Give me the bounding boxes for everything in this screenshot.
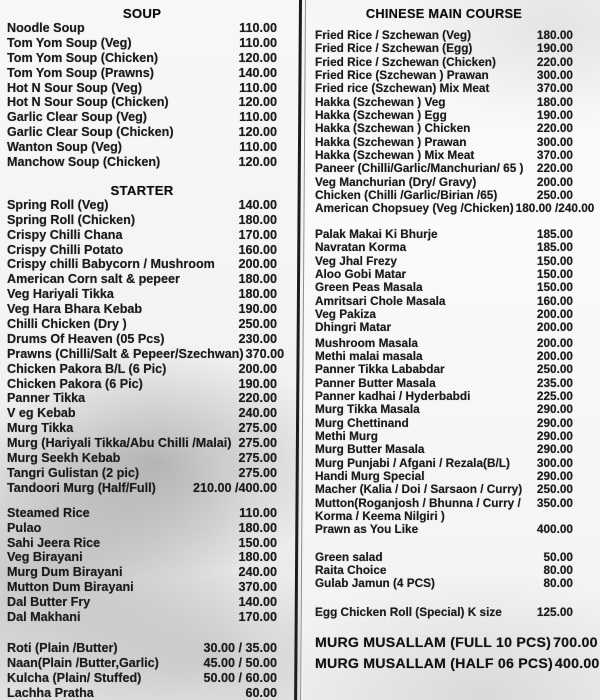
menu-item-price: 170.00 — [238, 609, 277, 624]
menu-item-row — [7, 436, 277, 451]
menu-item-price: 370.00 — [245, 346, 285, 361]
menu-item-price: 300.00 — [536, 455, 573, 470]
menu-item-name: Chicken Pakora B/L (6 Pic) — [7, 361, 167, 376]
menu-item-name: Manchow Soup (Chicken) — [7, 155, 161, 170]
menu-item-price: 140.00 — [238, 65, 277, 80]
section-breads-items — [7, 641, 277, 700]
menu-item-row — [7, 406, 277, 421]
menu-item-row — [7, 21, 277, 36]
menu-item-row — [7, 580, 277, 595]
section-sides-dessert-items — [315, 551, 573, 591]
menu-item-row — [7, 481, 277, 496]
menu-item-price: 170.00 — [238, 227, 277, 242]
menu-item-price: 210.00 /400.00 — [192, 480, 277, 495]
menu-item-name: Murg Chettinand — [315, 415, 409, 430]
menu-item-price: 400.00 — [554, 656, 600, 673]
menu-item-name: Mutton Dum Birayani — [7, 580, 134, 595]
menu-item-row — [315, 654, 600, 675]
menu-item-name: Fried Rice / Szchewan (Egg) — [315, 41, 473, 56]
menu-item-price: 180.00 — [238, 550, 277, 565]
menu-item-price: 50.00 / 60.00 — [203, 670, 277, 685]
menu-item-name: Murg (Hariyali Tikka/Abu Chilli /Malai) — [7, 436, 232, 451]
menu-item-price: 30.00 / 35.00 — [203, 640, 277, 655]
menu-item-row — [7, 95, 277, 110]
menu-item-name: Hakka (Szchewan ) Prawan — [315, 134, 467, 149]
menu-item-name: Tangri Gulistan (2 pic) — [7, 465, 140, 480]
menu-item-row — [7, 272, 277, 287]
menu-item-name: Fried Rice / Szchewan (Chicken) — [315, 54, 496, 69]
menu-item-price: 180.00 — [238, 520, 277, 535]
menu-item-name: Murg Butter Masala — [315, 442, 425, 457]
menu-item-row — [315, 69, 573, 82]
menu-item-price: 45.00 / 50.00 — [203, 655, 277, 670]
menu-item-name: Raita Choice — [315, 563, 387, 578]
menu-item-row — [315, 136, 573, 149]
menu-item-row — [7, 671, 277, 686]
menu-item-name: Tom Yom Soup (Veg) — [7, 35, 132, 50]
menu-item-name: Crispy Chilli Potato — [7, 242, 124, 257]
menu-item-name: Lachha Pratha — [7, 685, 94, 700]
menu-item-price: 180.00 /240.00 — [515, 201, 595, 216]
menu-item-row — [315, 403, 573, 416]
menu-item-row — [315, 577, 573, 590]
menu-item-row — [7, 595, 277, 610]
menu-item-name: Aloo Gobi Matar — [315, 266, 407, 281]
menu-item-row — [315, 308, 573, 321]
menu-item-price: 185.00 — [536, 226, 573, 241]
menu-item-name: Veg Pakiza — [315, 306, 376, 321]
menu-item-name: Veg Birayani — [7, 550, 83, 565]
menu-item-row — [315, 241, 573, 254]
menu-item-row — [7, 466, 277, 481]
menu-item-price: 110.00 — [239, 21, 277, 35]
menu-item-name: Tom Yom Soup (Chicken) — [7, 50, 159, 65]
menu-item-name: Crispy chilli Babycorn / Mushroom — [7, 257, 215, 272]
menu-item-row — [315, 523, 573, 536]
menu-item-row — [7, 332, 277, 347]
section-murg-musallam-items — [315, 633, 600, 675]
menu-item-price: 290.00 — [536, 469, 573, 483]
menu-item-name: Naan(Plain /Butter,Garlic) — [7, 655, 159, 670]
menu-item-row — [7, 81, 277, 96]
menu-item-row — [7, 362, 277, 377]
menu-item-name: Veg Hariyali Tikka — [7, 287, 114, 302]
menu-item-row — [7, 317, 277, 332]
menu-item-row — [315, 201, 595, 216]
menu-item-name: Dal Makhani — [7, 609, 81, 624]
menu-item-price: 190.00 — [238, 302, 277, 317]
menu-item-price: 290.00 — [536, 402, 573, 417]
menu-item-row — [7, 565, 277, 580]
menu-item-row — [7, 287, 277, 302]
menu-item-price: 240.00 — [238, 406, 277, 421]
menu-item-row — [7, 686, 277, 700]
menu-item-price: 190.00 — [536, 108, 573, 123]
menu-item-row — [7, 243, 277, 258]
menu-item-price: 160.00 — [536, 293, 573, 308]
menu-item-name: Tandoori Murg (Half/Full) — [7, 480, 156, 495]
menu-item-name: MURG MUSALLAM (HALF 06 PCS) — [315, 656, 553, 673]
menu-item-row — [315, 255, 573, 268]
menu-item-name: Dal Butter Fry — [7, 595, 91, 610]
menu-item-name: Hakka (Szchewan ) Mix Meat — [315, 148, 475, 163]
menu-item-row — [7, 451, 277, 466]
menu-item-row — [315, 633, 598, 654]
menu-item-row — [315, 606, 573, 619]
menu-item-name: Palak Makai Ki Bhurje — [315, 226, 438, 241]
section-main-course-items — [315, 337, 573, 537]
menu-item-name: Spring Roll (Veg) — [7, 197, 109, 212]
menu-item-name: Wanton Soup (Veg) — [7, 140, 122, 155]
menu-item-row — [7, 421, 277, 436]
menu-item-price: 160.00 — [238, 242, 277, 257]
menu-item-row — [7, 51, 277, 66]
menu-item-name: Noodle Soup — [7, 21, 85, 35]
menu-item-row-continued — [315, 510, 573, 523]
menu-item-row — [7, 110, 277, 125]
menu-item-name: Drums Of Heaven (05 Pcs) — [7, 331, 165, 346]
menu-item-name: Sahi Jeera Rice — [7, 535, 101, 550]
menu-item-price: 290.00 — [536, 428, 573, 443]
menu-item-name: Kulcha (Plain/ Stuffed) — [7, 670, 142, 685]
menu-item-name: Spring Roll (Chicken) — [7, 212, 136, 227]
menu-item-row — [7, 536, 277, 551]
menu-item-price: 290.00 — [536, 442, 573, 457]
menu-item-row — [315, 176, 573, 189]
menu-item-price: 235.00 — [536, 375, 573, 390]
section-roll-items — [315, 606, 573, 619]
menu-item-price: 220.00 — [536, 161, 573, 176]
menu-item-price: 250.00 — [536, 188, 573, 203]
menu-item-name: Hakka (Szchewan ) Chicken — [315, 121, 471, 136]
menu-item-name: Hakka (Szchewan ) Veg — [315, 94, 446, 109]
menu-item-price: 370.00 — [536, 81, 573, 96]
menu-item-name: Green salad — [315, 549, 383, 564]
menu-item-name: Murg Seekh Kebab — [7, 451, 121, 466]
menu-item-price: 110.00 — [239, 140, 277, 155]
menu-item-name: Panner Tikka Lababdar — [315, 362, 445, 377]
menu-item-row — [315, 497, 573, 510]
menu-item-name: Roti (Plain /Butter) — [7, 640, 118, 655]
menu-item-row — [315, 281, 573, 294]
menu-item-price: 400.00 — [536, 522, 573, 537]
menu-item-price: 80.00 — [543, 576, 573, 591]
menu-item-row — [315, 42, 573, 55]
menu-item-price: 120.00 — [238, 95, 277, 110]
menu-item-row — [315, 337, 573, 350]
menu-item-price: 180.00 — [238, 272, 277, 287]
menu-item-price: 275.00 — [238, 451, 277, 466]
menu-item-name: Navratan Korma — [315, 240, 407, 255]
menu-item-name-continued: Korma / Keema Nilgiri ) — [315, 509, 445, 524]
menu-item-price: 185.00 — [536, 240, 573, 255]
menu-item-row — [315, 268, 573, 281]
menu-item-name: V eg Kebab — [7, 406, 76, 421]
menu-item-row — [315, 29, 573, 42]
menu-item-name: American Corn salt & pepeer — [7, 272, 180, 287]
menu-item-name: Chicken Pakora (6 Pic) — [7, 376, 143, 391]
menu-item-row — [315, 350, 573, 363]
menu-item-row — [315, 483, 573, 496]
menu-item-price: 250.00 — [536, 482, 573, 497]
menu-item-name: Murg Tikka — [7, 421, 74, 436]
menu-item-price: 150.00 — [536, 253, 573, 268]
menu-item-name: Murg Dum Birayani — [7, 565, 123, 580]
menu-item-row — [315, 551, 573, 564]
menu-item-row — [7, 521, 277, 536]
menu-item-price: 200.00 — [238, 257, 277, 272]
menu-item-name: Veg Manchurian (Dry/ Gravy) — [315, 174, 477, 189]
menu-item-price: 200.00 — [536, 174, 573, 189]
menu-item-price: 110.00 — [239, 80, 277, 95]
menu-item-row — [7, 656, 277, 671]
menu-item-price: 220.00 — [536, 54, 573, 69]
menu-item-price: 180.00 — [536, 28, 573, 42]
menu-item-price: 275.00 — [238, 436, 277, 451]
menu-item-row — [7, 257, 277, 272]
menu-item-row — [315, 189, 573, 202]
menu-item-price: 250.00 — [536, 362, 573, 377]
menu-item-row — [315, 82, 573, 95]
menu-item-price: 290.00 — [536, 415, 573, 430]
menu-item-price: 125.00 — [536, 604, 573, 619]
menu-item-price: 350.00 — [536, 495, 573, 510]
menu-item-price: 275.00 — [238, 421, 277, 436]
menu-item-name: Murg Tikka Masala — [315, 402, 420, 417]
menu-item-price: 150.00 — [536, 266, 573, 281]
menu-item-price: 300.00 — [536, 134, 573, 149]
menu-item-price: 190.00 — [536, 41, 573, 56]
menu-item-price: 110.00 — [239, 110, 277, 125]
menu-item-row — [315, 363, 573, 376]
menu-item-name: Dhingri Matar — [315, 320, 392, 335]
menu-item-name: Handi Murg Special — [315, 469, 425, 483]
menu-item-row — [7, 506, 277, 521]
menu-item-price: 200.00 — [536, 306, 573, 321]
menu-item-price: 700.00 — [553, 635, 598, 652]
menu-item-price: 180.00 — [536, 94, 573, 109]
menu-item-name: Fried Rice (Szchewan ) Prawan — [315, 68, 489, 83]
menu-item-price: 370.00 — [238, 580, 277, 595]
menu-item-price: 220.00 — [238, 391, 277, 406]
menu-item-row — [7, 213, 277, 228]
menu-item-name: Garlic Clear Soup (Chicken) — [7, 125, 174, 140]
menu-item-price: 240.00 — [238, 565, 277, 580]
menu-item-name: American Chopsuey (Veg /Chicken) — [315, 201, 514, 216]
menu-item-price: 110.00 — [239, 505, 277, 520]
menu-item-row — [315, 96, 573, 109]
menu-item-price: 200.00 — [536, 320, 573, 335]
menu-item-name: Hakka (Szchewan ) Egg — [315, 108, 447, 123]
menu-item-price: 110.00 — [239, 35, 277, 50]
menu-item-row — [315, 321, 573, 334]
menu-item-price: 250.00 — [238, 317, 277, 332]
menu-item-price: 275.00 — [238, 465, 277, 480]
section-header-starter: STARTER — [110, 182, 174, 198]
menu-item-row — [315, 457, 573, 470]
menu-item-price: 60.00 — [245, 685, 277, 700]
menu-item-price: 190.00 — [238, 376, 277, 391]
menu-item-row — [315, 109, 573, 122]
menu-item-price: 225.00 — [536, 388, 573, 403]
menu-item-name: Steamed Rice — [7, 505, 90, 520]
menu-item-row — [7, 391, 277, 406]
section-header-soup: SOUP — [122, 6, 162, 21]
menu-item-name: Methi malai masala — [315, 348, 423, 363]
menu-item-name: MURG MUSALLAM (FULL 10 PCS) — [315, 635, 552, 652]
menu-item-price: 200.00 — [536, 348, 573, 363]
menu-item-name: Tom Yom Soup (Prawns) — [7, 65, 154, 80]
menu-item-row — [315, 470, 573, 483]
menu-item-name: Mushroom Masala — [315, 335, 418, 350]
menu-item-price: 220.00 — [536, 121, 573, 136]
menu-item-price: 200.00 — [536, 335, 573, 350]
menu-item-row — [315, 417, 573, 430]
menu-item-name: Green Peas Masala — [315, 280, 423, 295]
menu-item-row — [7, 610, 277, 625]
section-veg-mains-items — [315, 228, 573, 335]
menu-item-name: Mutton(Roganjosh / Bhunna / Curry / — [315, 495, 521, 510]
menu-item-name: Fried rice (Szchewan) Mix Meat — [315, 81, 490, 96]
section-soup-items — [7, 21, 277, 170]
menu-item-row — [7, 140, 277, 155]
menu-item-price: 120.00 — [238, 155, 277, 170]
menu-item-row — [7, 66, 277, 81]
menu-item-name: Murg Punjabi / Afgani / Rezala(B/L) — [315, 455, 510, 470]
menu-item-name: Chicken (Chilli /Garlic/Birian /65) — [315, 188, 498, 203]
section-chinese-items — [315, 28, 595, 216]
menu-item-name: Gulab Jamun (4 PCS) — [315, 576, 435, 591]
menu-item-price: 180.00 — [238, 212, 277, 227]
menu-item-name: Egg Chicken Roll (Special) K size — [315, 604, 502, 619]
menu-item-price: 180.00 — [238, 287, 277, 302]
menu-item-name: Veg Jhal Frezy — [315, 253, 397, 268]
menu-item-price: 300.00 — [536, 68, 573, 83]
menu-item-name: Pulao — [7, 520, 42, 535]
menu-item-price: 370.00 — [536, 148, 573, 163]
menu-item-name: Panner kadhai / Hyderbabdi — [315, 388, 471, 403]
menu-item-name: Chilli Chicken (Dry ) — [7, 317, 127, 332]
menu-item-name: Garlic Clear Soup (Veg) — [7, 110, 147, 125]
menu-item-row — [315, 295, 573, 308]
menu-item-row — [315, 564, 573, 577]
menu-item-row — [7, 155, 277, 170]
menu-item-name: Prawns (Chilli/Salt & Pepeer/Szechwan) — [7, 346, 244, 361]
menu-item-name: Hot N Sour Soup (Chicken) — [7, 95, 169, 110]
menu-item-price: 150.00 — [238, 535, 277, 550]
menu-item-row — [315, 443, 573, 456]
menu-item-row — [315, 162, 573, 175]
menu-item-price: 230.00 — [238, 331, 277, 346]
menu-item-row — [7, 228, 277, 243]
menu-item-row — [315, 122, 573, 135]
menu-item-row — [315, 228, 573, 241]
menu-item-name: Panner Tikka — [7, 391, 86, 406]
menu-item-row — [7, 36, 277, 51]
menu-item-row — [315, 430, 573, 443]
menu-column-right — [303, 0, 600, 700]
menu-item-row — [7, 198, 277, 213]
menu-item-name: Fried Rice / Szchewan (Veg) — [315, 28, 472, 42]
menu-item-row — [315, 149, 573, 162]
menu-item-price: 120.00 — [238, 125, 277, 140]
menu-item-name: Veg Hara Bhara Kebab — [7, 302, 143, 317]
menu-item-price: 80.00 — [543, 563, 573, 578]
menu-item-name: Methi Murg — [315, 428, 378, 443]
menu-item-name: Paneer (Chilli/Garlic/Manchurian/ 65 ) — [315, 161, 524, 176]
menu-item-name: Amritsari Chole Masala — [315, 293, 446, 308]
menu-item-name: Macher (Kalia / Doi / Sarsaon / Curry) — [315, 482, 523, 497]
menu-item-row — [7, 641, 277, 656]
menu-item-price: 50.00 — [543, 549, 573, 564]
section-header-chinese-main-course: CHINESE MAIN COURSE — [365, 6, 523, 21]
menu-item-price: 120.00 — [238, 50, 277, 65]
menu-item-price: 150.00 — [536, 280, 573, 295]
menu-item-row — [7, 302, 277, 317]
section-starter-items — [7, 197, 285, 496]
menu-item-row — [315, 390, 573, 403]
menu-item-name: Crispy Chilli Chana — [7, 227, 123, 242]
menu-item-name: Hot N Sour Soup (Veg) — [7, 80, 143, 95]
menu-item-name: Prawn as You Like — [315, 522, 419, 537]
menu-item-price: 140.00 — [238, 197, 277, 212]
menu-item-row — [315, 56, 573, 69]
menu-item-name: Panner Butter Masala — [315, 375, 436, 390]
menu-item-row — [7, 125, 277, 140]
menu-item-price: 140.00 — [238, 595, 277, 610]
section-rice-dal-items — [7, 506, 277, 625]
menu-item-row — [7, 346, 285, 362]
menu-item-row — [315, 377, 573, 390]
menu-item-row — [7, 377, 277, 392]
menu-item-row — [7, 550, 277, 565]
menu-item-price: 200.00 — [238, 361, 277, 376]
